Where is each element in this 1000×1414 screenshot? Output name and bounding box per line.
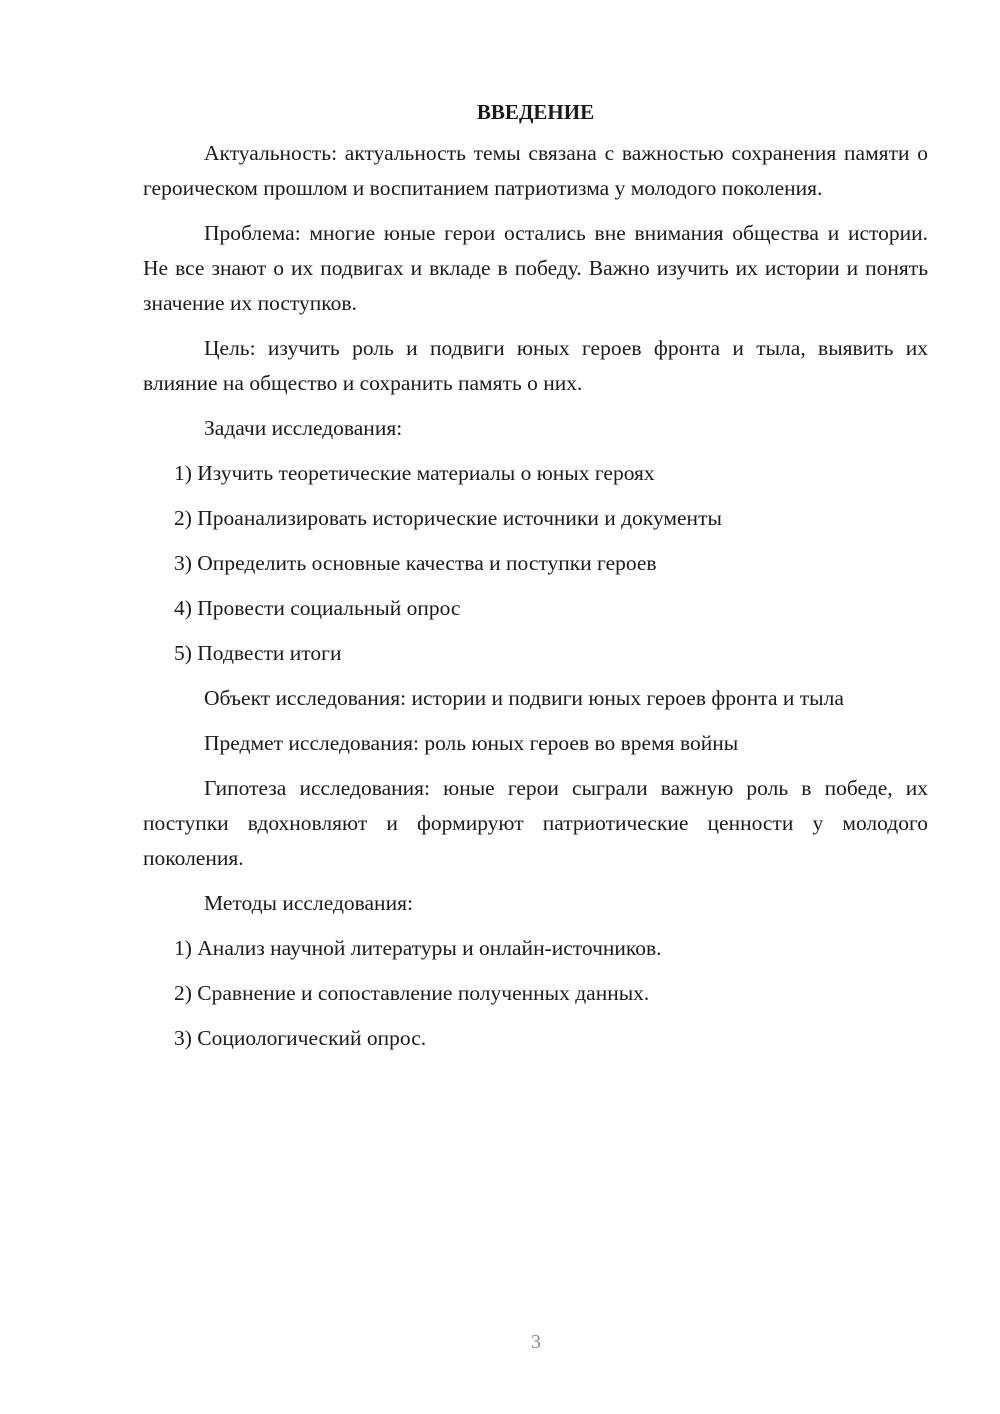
section-heading: ВВЕДЕНИЕ (476, 100, 595, 124)
method-item: 3) Социологический опрос. (174, 1026, 427, 1050)
task-item: 4) Провести социальный опрос (174, 596, 461, 620)
hypothesis-paragraph: Гипотеза исследования: юные герои сыграли важную роль в победе, их поступки вдохновляют и формируют патриотические ценности у молодого поколения. (143, 776, 928, 870)
task-item: 5) Подвести итоги (174, 641, 342, 665)
page-content (143, 94, 928, 1066)
task-item: 1) Изучить теоретические материалы о юных героях (174, 461, 655, 485)
method-item: 1) Анализ научной литературы и онлайн-источников. (174, 936, 662, 960)
methods-heading: Методы исследования: (204, 891, 413, 915)
subject-paragraph: Предмет исследования: роль юных героев во время войны (204, 731, 739, 755)
object-paragraph: Объект исследования: истории и подвиги юных героев фронта и тыла (204, 686, 844, 710)
goal-paragraph: Цель: изучить роль и подвиги юных героев фронта и тыла, выявить их влияние на общество и сохранить память о них. (143, 336, 928, 395)
relevance-paragraph: Актуальность: актуальность темы связана с важностью сохранения памяти о героическом прошлом и воспитанием патриотизма у молодого поколения. (143, 141, 928, 200)
tasks-heading: Задачи исследования: (204, 416, 403, 440)
problem-paragraph: Проблема: многие юные герои остались вне внимания общества и истории. Не все знают о их подвигах и вкладе в победу. Важно изучить их истории и понять значение их поступков. (143, 221, 928, 315)
task-item: 3) Определить основные качества и поступки героев (174, 551, 657, 575)
method-item: 2) Сравнение и сопоставление полученных данных. (174, 981, 650, 1005)
page-number: 3 (531, 1331, 541, 1353)
task-item: 2) Проанализировать исторические источники и документы (174, 506, 722, 530)
